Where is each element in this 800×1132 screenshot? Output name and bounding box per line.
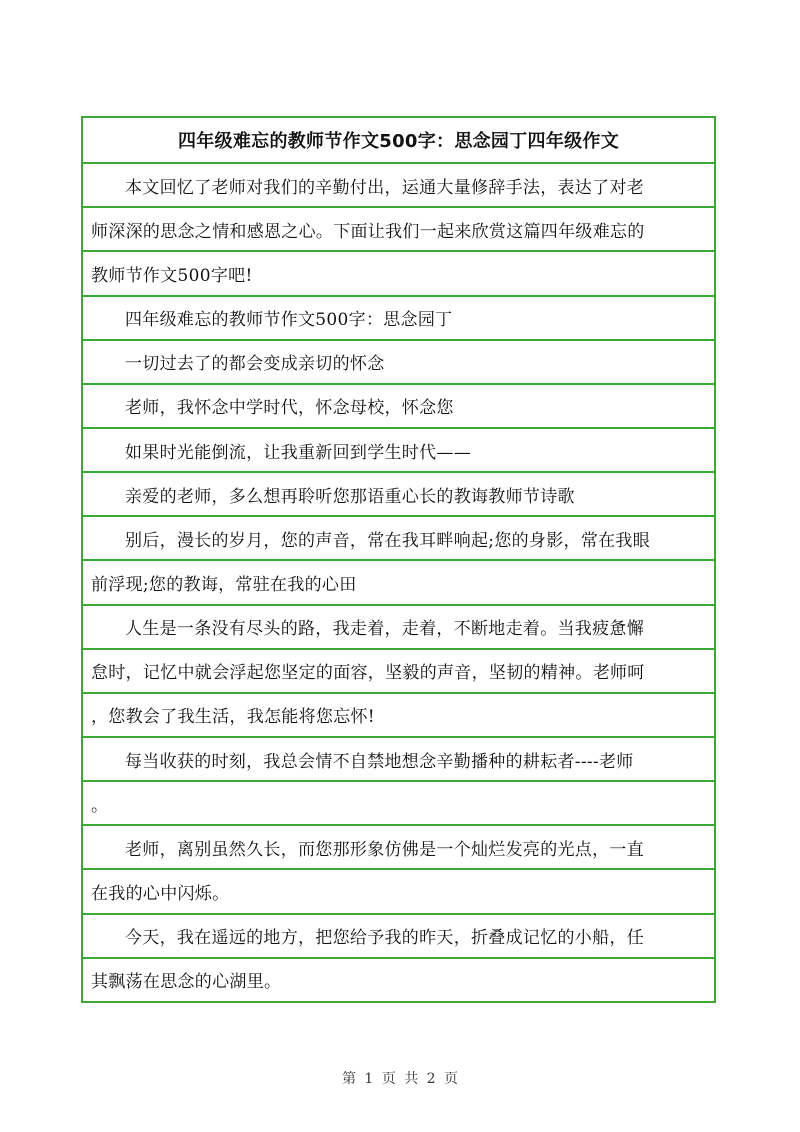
document-table — [81, 116, 716, 1003]
text-row: 如果时光能倒流，让我重新回到学生时代—— — [83, 427, 714, 471]
text-row: 前浮现;您的教诲，常驻在我的心田 — [83, 559, 714, 603]
text-row: ，您教会了我生活，我怎能将您忘怀! — [83, 692, 714, 736]
text-row: 每当收获的时刻，我总会情不自禁地想念辛勤播种的耕耘者----老师 — [83, 736, 714, 780]
text-row: 其飘荡在思念的心湖里。 — [83, 957, 714, 1001]
text-row: 教师节作文500字吧! — [83, 250, 714, 294]
text-row: 亲爱的老师，多么想再聆听您那语重心长的教诲教师节诗歌 — [83, 471, 714, 515]
text-row: 一切过去了的都会变成亲切的怀念 — [83, 339, 714, 383]
text-row: 人生是一条没有尽头的路，我走着，走着，不断地走着。当我疲惫懈 — [83, 604, 714, 648]
page-number: 第 1 页 共 2 页 — [341, 1071, 459, 1087]
text-row: 今天，我在遥远的地方，把您给予我的昨天，折叠成记忆的小船，任 — [83, 913, 714, 957]
text-row: 老师，离别虽然久长，而您那形象仿佛是一个灿烂发亮的光点，一直 — [83, 824, 714, 868]
text-row: 别后，漫长的岁月，您的声音，常在我耳畔响起;您的身影，常在我眼 — [83, 515, 714, 559]
text-row: 怠时，记忆中就会浮起您坚定的面容，坚毅的声音，坚韧的精神。老师呵 — [83, 648, 714, 692]
text-row: 四年级难忘的教师节作文500字：思念园丁 — [83, 295, 714, 339]
text-row: 老师，我怀念中学时代，怀念母校，怀念您 — [83, 383, 714, 427]
text-row: 师深深的思念之情和感恩之心。下面让我们一起来欣赏这篇四年级难忘的 — [83, 206, 714, 250]
document-title: 四年级难忘的教师节作文500字：思念园丁四年级作文 — [177, 131, 620, 153]
text-row: 本文回忆了老师对我们的辛勤付出，运通大量修辞手法，表达了对老 — [83, 162, 714, 206]
text-row: 在我的心中闪烁。 — [83, 868, 714, 912]
text-row: 。 — [83, 780, 714, 824]
